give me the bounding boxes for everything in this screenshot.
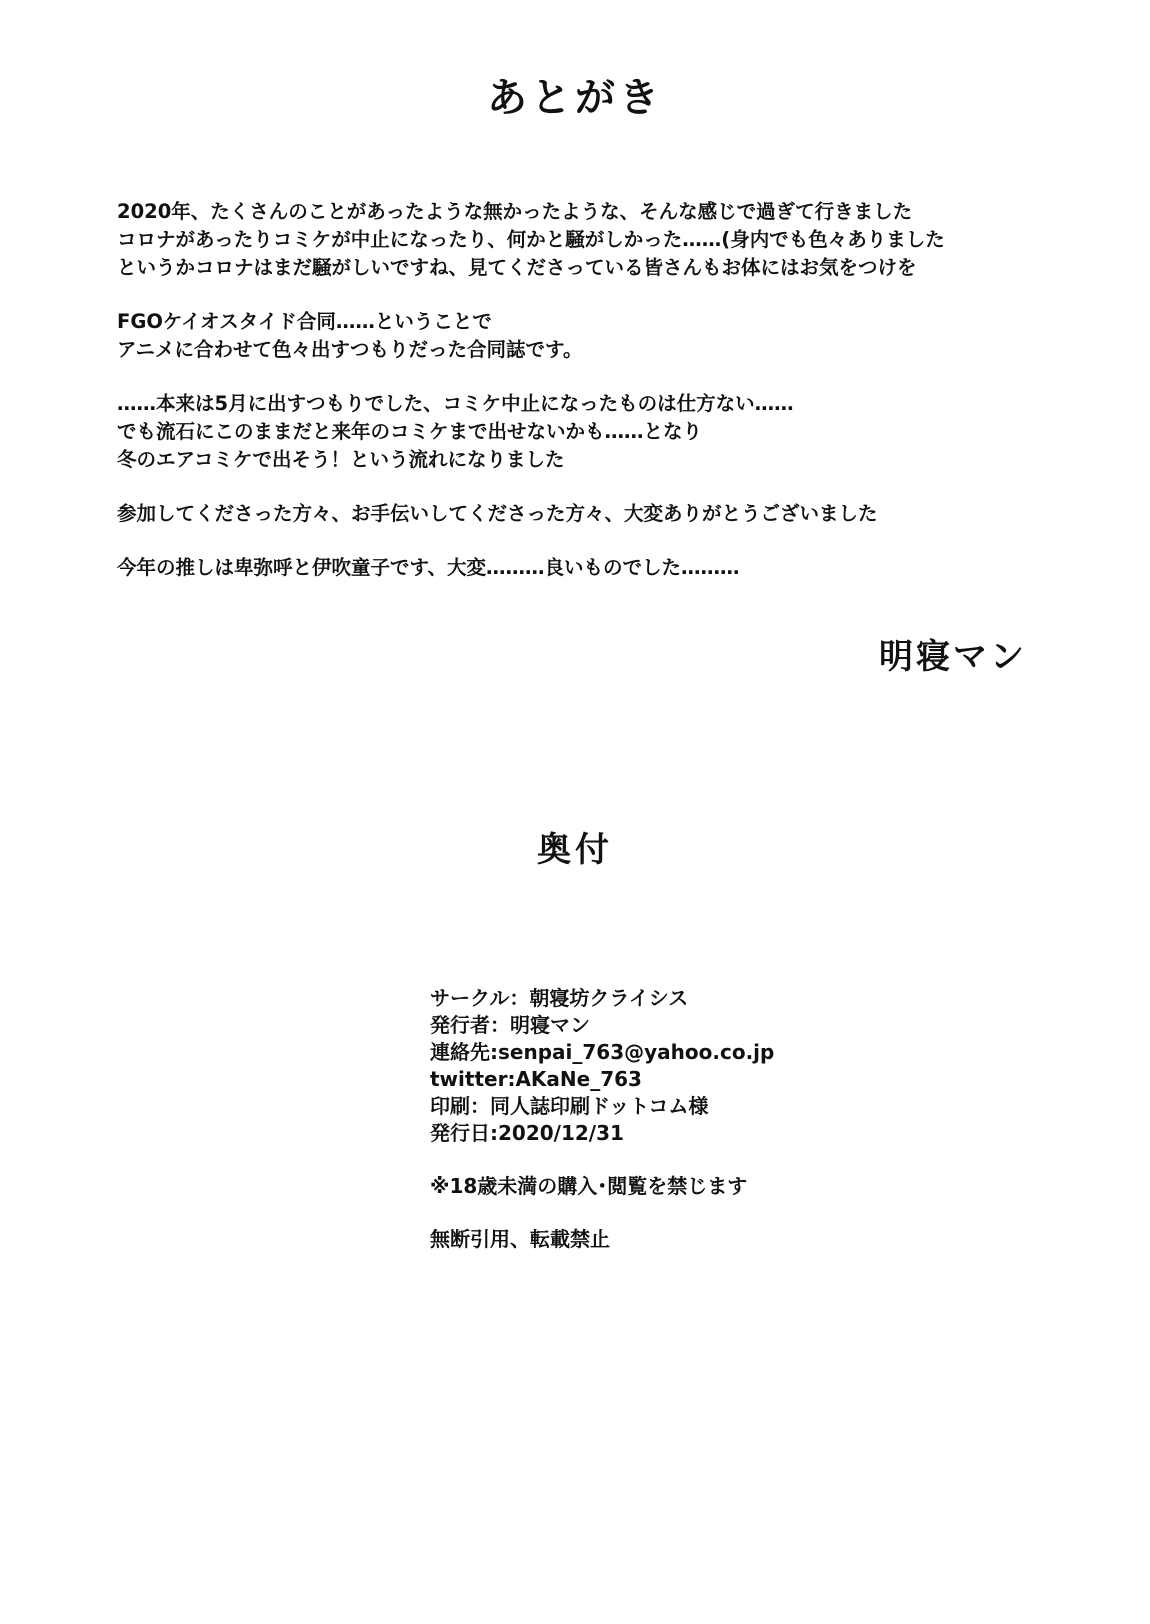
afterword-line: ……本来は5月に出すつもりでした、コミケ中止になったものは仕方ない…… [117, 392, 794, 415]
afterword-line: コロナがあったりコミケが中止になったり、何かと騒がしかった……(身内でも色々ありました [117, 228, 945, 251]
afterword-title: あとがき [487, 75, 663, 121]
afterword-line: 冬のエアコミケで出そう！という流れになりました [117, 448, 565, 471]
afterword-line: でも流石にこのままだと来年のコミケまで出せないかも……となり [117, 420, 703, 443]
colophon-title: 奥付 [537, 830, 613, 870]
afterword-body [117, 198, 1117, 608]
colophon-publisher: 発行者：明寝マン [430, 1013, 590, 1037]
afterword-line: 2020年、たくさんのことがあったような無かったような、そんな感じで過ぎて行きました [117, 200, 913, 223]
afterword-line: 参加してくださった方々、お手伝いしてくださった方々、大変ありがとうございました [117, 502, 878, 525]
afterword-paragraph-3 [117, 390, 1117, 474]
afterword-line: 今年の推しは卑弥呼と伊吹童子です、大変………良いものでした……… [117, 556, 740, 579]
spacer [430, 1200, 1080, 1226]
afterword-line: FGOケイオスタイド合同……ということで [117, 310, 492, 333]
afterword-paragraph-1 [117, 198, 1117, 282]
afterword-paragraph-4 [117, 500, 1117, 528]
colophon-circle: サークル：朝寝坊クライシス [430, 986, 689, 1010]
afterword-paragraph-5 [117, 554, 1117, 582]
colophon-printer: 印刷：同人誌印刷ドットコム様 [430, 1094, 709, 1118]
afterword-line: というかコロナはまだ騒がしいですね、見てくださっている皆さんもお体にはお気をつけを [117, 256, 917, 279]
copyright-notice: 無断引用、転載禁止 [430, 1227, 610, 1251]
author-signature: 明寝マン [879, 637, 1027, 677]
colophon-twitter: twitter:AKaNe_763 [430, 1067, 642, 1091]
colophon-contact: 連絡先:senpai_763@yahoo.co.jp [430, 1040, 775, 1064]
age-restriction-notice: ※18歳未満の購入･閲覧を禁じます [430, 1174, 748, 1198]
afterword-paragraph-2 [117, 308, 1117, 364]
afterword-line: アニメに合わせて色々出すつもりだった合同誌です。 [117, 338, 583, 361]
colophon-body [430, 985, 1080, 1253]
colophon-date: 発行日:2020/12/31 [430, 1121, 624, 1145]
spacer [430, 1147, 1080, 1173]
